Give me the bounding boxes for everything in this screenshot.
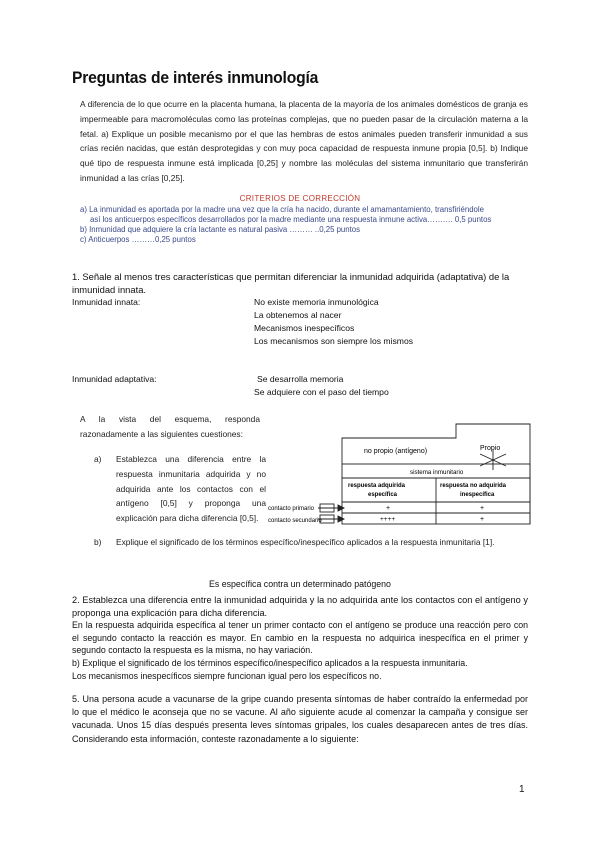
criteria-c: c) Anticuerpos ………0,25 puntos	[80, 235, 196, 244]
page-title: Preguntas de interés inmunología	[72, 68, 319, 87]
figure-question-a-text: Establezca una diferencia entre la respuesta inmunitaria adquirida y no adquirida ante los contactos con el antígeno [0,5] y proponga una explicación para dicha diferencia [0,5].	[116, 454, 266, 524]
adaptive-label: Inmunidad adaptativa:	[72, 374, 157, 384]
diagram-row1: contacto primario	[268, 506, 315, 512]
diagram-no-propio: no propio (antígeno)	[364, 448, 428, 455]
innate-item-2: La obtenemos al nacer	[254, 310, 342, 320]
diagram-propio: Propio	[480, 445, 501, 452]
diagram-col1b: específica	[368, 492, 398, 498]
criteria-title: CRITERIOS DE CORRECCIÓN	[239, 194, 361, 203]
figure-question-b-label: b)	[94, 537, 102, 547]
answer-specific: Es específica contra un determinado patógeno	[209, 579, 391, 589]
criteria-a-line2: así los anticuerpos específicos desarrollados por la madre mediante una respuesta inmune activa………. 0,5 puntos	[90, 215, 492, 224]
adaptive-item-1: Se desarrolla memoria	[257, 374, 344, 384]
question-2-answer: En la respuesta adquirida específica al tener un primer contacto con el antígeno se produce una reacción pero con el segundo contacto la reacción es mayor. En cambio en la respuesta no adquirica inespecífica en el primer y segundo contacto la respuesta es la misma, no hay variación.	[72, 620, 528, 656]
figure-question-a-label: a)	[94, 454, 102, 464]
diagram-col2b: inespecífica	[460, 492, 495, 498]
intro-paragraph: A diferencia de lo que ocurre en la placenta humana, la placenta de la mayoría de los animales domésticos de granja es impermeable para macromoléculas como las proteínas complejas, que no pueden pasar de la circulación materna a la fetal. a) Explique un posible mecanismo por el que las hembras de estos animales pueden transferir inmunidad a sus crías recién nacidas, que están desprotegidas y con muy poca capacidad de respuesta inmune propia [0,5]. b) Indique qué tipo de respuesta inmune está implicada [0,25] y nombre las moléculas del sistema inmunitario que transferirán inmunidad a las crías [0,25].	[80, 99, 528, 183]
page-number: 1	[519, 784, 525, 795]
diagram-r2c1: ++++	[380, 516, 396, 523]
diagram-r1c1: +	[386, 505, 391, 512]
question-2: 2. Establezca una diferencia entre la inmunidad adquirida y la no adquirida ante los contactos con el antígeno y proponga una explicación para dicha diferencia.	[72, 595, 528, 618]
figure-lead: A la vista del esquema, responda razonadamente a las siguientes cuestiones:	[80, 414, 260, 439]
question-1: 1. Señale al menos tres características que permitan diferenciar la inmunidad adquirida (adaptativa) de la inmunidad innata.	[72, 271, 510, 295]
criteria-b: b) Inmunidad que adquiere la cría lactante es natural pasiva ……… ..0,25 puntos	[80, 225, 360, 234]
innate-item-1: No existe memoria inmunológica	[254, 297, 379, 307]
diagram-col1: respuesta adquirida	[348, 483, 406, 489]
adaptive-item-2: Se adquiere con el paso del tiempo	[254, 387, 389, 397]
innate-label: Inmunidad innata:	[72, 297, 141, 307]
diagram-col2: respuesta no adquirida	[440, 483, 507, 489]
diagram-r1c2: +	[480, 505, 485, 512]
question-5: 5. Una persona acude a vacunarse de la gripe cuando presenta síntomas de haber contraído la enfermedad por lo que el médico le aconseja que no se vacune. Al año siguiente acude al comenzar la campaña y consigue ser vacunada. Unos 15 días después presenta leves síntomas gripales, los cuales desaparecen antes de tres días. Considerando esta información, conteste razonadamente a lo siguiente:	[72, 694, 528, 744]
diagram-r2c2: +	[480, 516, 485, 523]
diagram-row2: contacto secundario	[268, 518, 322, 524]
immune-response-diagram	[268, 418, 538, 542]
question-b: b) Explique el significado de los términos específico/inespecífico aplicados a la respuesta inmunitaria.	[72, 657, 468, 668]
figure-question-b-text: Explique el significado de los términos específico/inespecífico aplicados a la respuesta inmunitaria [1].	[116, 537, 495, 547]
diagram-sistema: sistema inmunitario	[410, 469, 464, 476]
criteria-a-line1: a) La inmunidad es aportada por la madre una vez que la cría ha nacido, durante el amamantamiento, transfiriéndole	[80, 205, 484, 214]
innate-item-4: Los mecanismos son siempre los mismos	[254, 336, 414, 346]
innate-item-3: Mecanismos inespecíficos	[254, 323, 355, 333]
answers-block	[72, 594, 528, 682]
question-b-answer: Los mecanismos inespecíficos siempre funcionan igual pero los específicos no.	[72, 670, 382, 681]
criteria-block	[80, 205, 540, 245]
